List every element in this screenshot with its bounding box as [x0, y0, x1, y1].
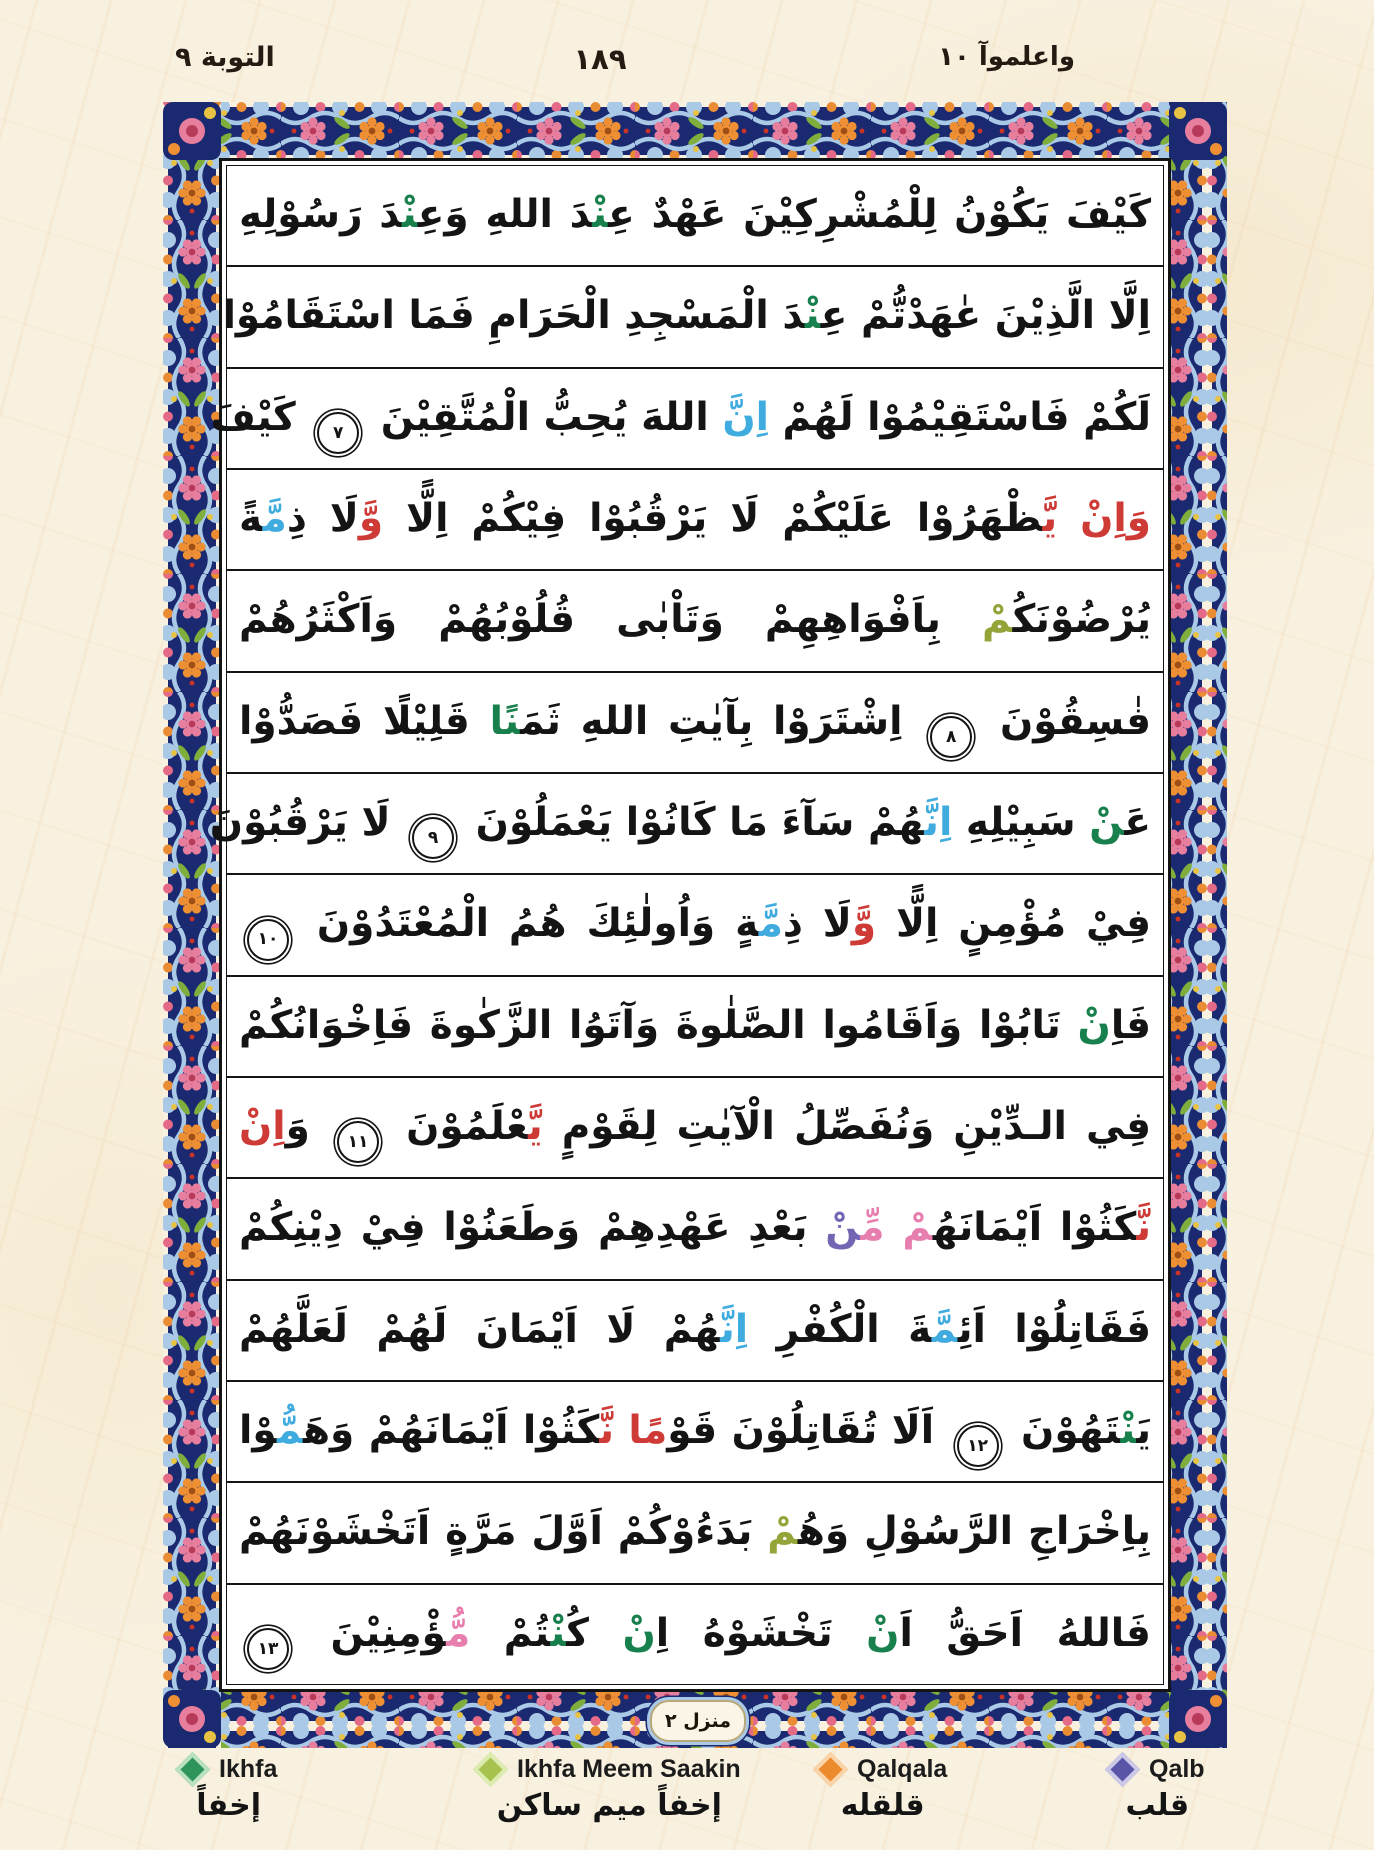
- text-segment: اِشْتَرَوْا بِآيٰتِ اللهِ ثَمَ: [520, 698, 923, 744]
- tajweed-segment-g: نْ: [622, 1610, 656, 1656]
- text-segment: بِاِخْرَاجِ الرَّسُوْلِ وَهُ: [797, 1509, 1151, 1555]
- text-segment: هُمْ لَا اَيْمَانَ لَهُمْ لَعَلَّهُمْ: [239, 1306, 721, 1352]
- text-segment: لَا ذِ: [782, 901, 852, 947]
- tajweed-segment-b: مُّ: [276, 1407, 303, 1453]
- text-segment: اللهَ يُحِبُّ الْمُتَّقِيْنَ: [367, 394, 723, 440]
- verse-number-marker: ١١: [337, 1121, 379, 1163]
- quran-line: [210, 369, 1163, 470]
- tajweed-segment-r: نَّ: [1136, 1205, 1151, 1251]
- legend-label-en: Ikhfa Meem Saakin: [517, 1754, 741, 1783]
- tajweed-segment-g: نًا: [489, 698, 521, 744]
- quran-line: [227, 1078, 1163, 1179]
- tajweed-segment-b: اِنَّ: [720, 1306, 749, 1352]
- text-segment: يُرْضُوْنَكُ: [1012, 597, 1151, 643]
- legend-item: [1110, 1752, 1205, 1823]
- tajweed-segment-pu: نْ: [825, 1205, 861, 1251]
- text-segment: يَ: [1136, 1407, 1152, 1453]
- text-segment: لَا يَرْقُبُوْنَ: [209, 799, 405, 845]
- quran-line: [227, 875, 1163, 976]
- tajweed-segment-o: مْ: [982, 597, 1013, 643]
- text-segment: فٰسِقُوْنَ: [980, 698, 1152, 744]
- quran-lines: [209, 165, 1164, 1685]
- tajweed-segment-g: نْ: [401, 192, 418, 237]
- tajweed-segment-pk: مُّ: [446, 1610, 471, 1656]
- text-segment: بِاَفْوَاهِهِمْ وَتَاْبٰى قُلُوْبُهُمْ وَاَكْثَرُهُمْ: [239, 597, 983, 643]
- legend-label-ar: إخفاً: [196, 1788, 262, 1823]
- legend-item: [180, 1752, 277, 1823]
- tajweed-segment-b: اِنَّ: [924, 799, 953, 845]
- tajweed-segment-r: يَّ: [527, 1103, 543, 1149]
- text-segment: تُمْ: [470, 1610, 551, 1656]
- verse-number-marker: ١٢: [957, 1425, 999, 1467]
- text-segment: ةً: [239, 495, 263, 541]
- tajweed-segment-b: مَّ: [262, 495, 287, 541]
- quran-line: [227, 977, 1163, 1078]
- text-segment: ظْهَرُوْا عَلَيْكُمْ لَا يَرْقُبُوْا فِيْكُمْ اِلًّا: [383, 495, 1043, 541]
- text-segment: وَ: [285, 1103, 330, 1149]
- verse-number-marker: ١٠: [247, 919, 289, 961]
- text-segment: فَاِ: [1110, 1002, 1151, 1048]
- text-segment: قَلِيْلًا فَصَدُّوْا: [239, 698, 490, 744]
- tajweed-segment-r: مًا نَّ: [599, 1407, 668, 1453]
- tajweed-segment-r: وَّ: [358, 495, 384, 541]
- tajweed-segment-g: نْ: [550, 1610, 567, 1656]
- tajweed-segment-g: نْ: [592, 192, 609, 237]
- quran-line: [227, 1483, 1163, 1584]
- text-segment: كَيْفَ: [210, 394, 310, 440]
- text-segment: ةَ الْكُفْرِ: [748, 1306, 932, 1352]
- legend-label-ar: قلب: [1125, 1788, 1190, 1823]
- text-segment: فِيْ مُؤْمِنٍ اِلًّا: [876, 901, 1151, 947]
- tajweed-segment-b: مَّ: [931, 1306, 958, 1352]
- quran-line: [227, 1281, 1163, 1382]
- text-segment: فِي الـدِّيْنِ وَنُفَصِّلُ الْآيٰتِ لِقَوْمٍ: [542, 1103, 1151, 1149]
- verse-number-marker: ١٣: [247, 1628, 289, 1670]
- text-segment: هُمْ سَآءَ مَا كَانُوْا يَعْمَلُوْنَ: [462, 799, 925, 845]
- quran-line: [227, 1585, 1163, 1684]
- tajweed-segment-r: وَّ: [851, 901, 877, 947]
- legend-diamond-icon: [175, 1751, 210, 1786]
- manzil-marker: منزل ٢: [650, 1700, 746, 1742]
- quran-line: [227, 1382, 1163, 1483]
- tajweed-segment-b: اِنَّ: [722, 394, 769, 440]
- tajweed-segment-r: اِنْ: [239, 1103, 286, 1149]
- text-panel: [209, 158, 1171, 1692]
- legend-label-ar: قلقله: [840, 1788, 925, 1823]
- tajweed-segment-pk: مْ مِّ: [860, 1205, 933, 1251]
- text-segment: ؤْمِنِيْنَ: [297, 1610, 447, 1656]
- text-segment: اِلَّا الَّذِيْنَ عٰهَدْتُّمْ عِ: [820, 293, 1151, 339]
- tajweed-segment-g: نْ: [1077, 1002, 1111, 1048]
- text-segment: كَثُوْا اَيْمَانَهُ: [932, 1205, 1137, 1251]
- tajweed-segment-g: نْ: [1089, 799, 1125, 845]
- quran-line: [227, 571, 1163, 672]
- legend-diamond-icon: [1105, 1751, 1140, 1786]
- text-segment: لَا ذِ: [286, 495, 359, 541]
- text-segment: اَلَا تُقَاتِلُوْنَ قَوْ: [667, 1407, 949, 1453]
- text-segment: تَابُوْا وَاَقَامُوا الصَّلٰوةَ وَآتَوُا الزَّكٰوةَ فَاِخْوَانُكُمْ: [239, 1002, 1078, 1048]
- legend-item: [818, 1752, 947, 1823]
- verse-number-marker: ٨: [930, 716, 972, 758]
- tajweed-segment-b: مَّ: [758, 901, 783, 947]
- legend-diamond-icon: [473, 1751, 508, 1786]
- verse-number-marker: ٩: [412, 817, 454, 859]
- tajweed-segment-g: نْ: [866, 1610, 900, 1656]
- quran-line: [209, 774, 1163, 875]
- tajweed-segment-o: مْ: [767, 1509, 798, 1555]
- legend-item: [478, 1752, 741, 1823]
- header-juz-marker: واعلموآ ١٠: [938, 42, 1075, 72]
- text-segment: عْلَمُوْنَ: [387, 1103, 528, 1149]
- text-segment: دَ الْمَسْجِدِ الْحَرَامِ فَمَا اسْتَقَامُوْا: [222, 293, 805, 339]
- text-segment: دَ رَسُوْلِهِ: [239, 192, 402, 237]
- verse-number-marker: ٧: [317, 412, 359, 454]
- text-segment: فَقَاتِلُوْا اَئِ: [957, 1306, 1151, 1352]
- header-page-number: ١٨٩: [573, 42, 627, 76]
- text-segment: بَدَءُوْكُمْ اَوَّلَ مَرَّةٍ اَتَخْشَوْنَهُمْ: [239, 1509, 768, 1555]
- tajweed-segment-g: نْ: [804, 293, 821, 339]
- legend-label-en: Qalb: [1149, 1754, 1205, 1783]
- legend-label-ar: إخفاً ميم ساكن: [496, 1788, 722, 1823]
- legend-label-en: Qalqala: [857, 1754, 948, 1783]
- quran-line: [227, 166, 1163, 267]
- text-segment: فَاللهُ اَحَقُّ اَ: [899, 1610, 1151, 1656]
- text-segment: كَثُوْا اَيْمَانَهُمْ وَهَ: [302, 1407, 600, 1453]
- quran-line: [227, 673, 1163, 774]
- text-segment: بَعْدِ عَهْدِهِمْ وَطَعَنُوْا فِيْ دِيْنِكُمْ: [239, 1205, 826, 1251]
- quran-line: [227, 470, 1163, 571]
- text-segment: كَيْفَ يَكُوْنُ لِلْمُشْرِكِيْنَ عَهْدٌ عِ: [608, 192, 1152, 237]
- text-segment: ةٍ وَاُولٰئِكَ هُمُ الْمُعْتَدُوْنَ: [297, 901, 759, 947]
- text-segment: سَبِيْلِهِ: [952, 799, 1090, 845]
- text-segment: عَ: [1124, 799, 1151, 845]
- legend-label-en: Ikhfa: [219, 1754, 278, 1783]
- tajweed-segment-r: وَاِنْ يَّ: [1042, 495, 1151, 541]
- header-surah-name: التوبة ٩: [175, 42, 275, 73]
- text-segment: دَ اللهِ وَعِ: [417, 192, 593, 237]
- tajweed-legend: [0, 1752, 1374, 1848]
- text-segment: كُ: [566, 1610, 623, 1656]
- text-segment: وْا: [239, 1407, 277, 1453]
- text-segment: تَهُوْنَ: [1006, 1407, 1121, 1453]
- legend-diamond-icon: [813, 1751, 848, 1786]
- text-segment: لَكُمْ فَاسْتَقِيْمُوْا لَهُمْ: [768, 394, 1151, 440]
- text-segment: تَخْشَوْهُ اِ: [655, 1610, 867, 1656]
- tajweed-segment-g: نْ: [1120, 1407, 1137, 1453]
- quran-line: [227, 1179, 1163, 1280]
- quran-line: [222, 267, 1163, 368]
